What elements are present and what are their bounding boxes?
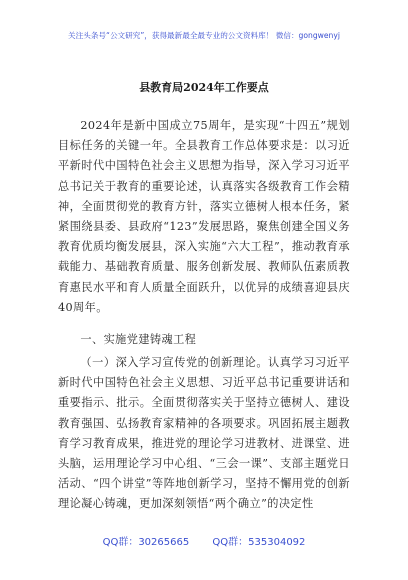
section-paragraph: （一）深入学习宣传党的创新理论。认真学习习近平新时代中国特色社会主义思想、习近平总书记重要讲话和重要指示、批示。全面贯彻落实关于坚持立德树人、建设教育强国、弘扬教育家精神的各项要求。巩固拓展主题教育学习教育成果，推进党的理论学习进教材、进课堂、进头脑，运用理论学习中心组、“三会一课”、支部主题党日活动、“四个讲堂”等阵地创新学习，坚持不懈用党的创新理论凝心铸魂，更加深刻领悟“两个确立”的决定性: [58, 356, 350, 511]
header-note: 关注头条号“公文研究”，获得最新最全最专业的公文资料库！ 微信：gongwenyj: [68, 31, 340, 40]
document-title: 县教育局2024年工作要点: [139, 81, 269, 94]
qq-group-2: QQ群：535304092: [212, 537, 306, 548]
intro-paragraph: 2024年是新中国成立75周年，是实现“十四五”规划目标任务的关键一年。全县教育工作总体要求是：以习近平新时代中国特色社会主义思想为指导，深入学习习近平总书记关于教育的重要论述，认真落实各级教育工作会精神，全面贯彻党的教育方针，落实立德树人根本任务，紧紧围绕县委、县政府“123”发展思路，聚焦创建全国义务教育优质均衡发展县，深入实施“六大工程”，推动教育承载能力、基础教育质量、服务创新发展、教师队伍素质教育惠民水平和育人质量全面跃升，以优异的成绩喜迎县庆40周年。: [58, 119, 350, 314]
qq-group-1: QQ群：30265665: [102, 537, 190, 548]
footer-contact: [0, 533, 408, 548]
section-heading: 一、实施党建铸魂工程: [80, 333, 197, 346]
